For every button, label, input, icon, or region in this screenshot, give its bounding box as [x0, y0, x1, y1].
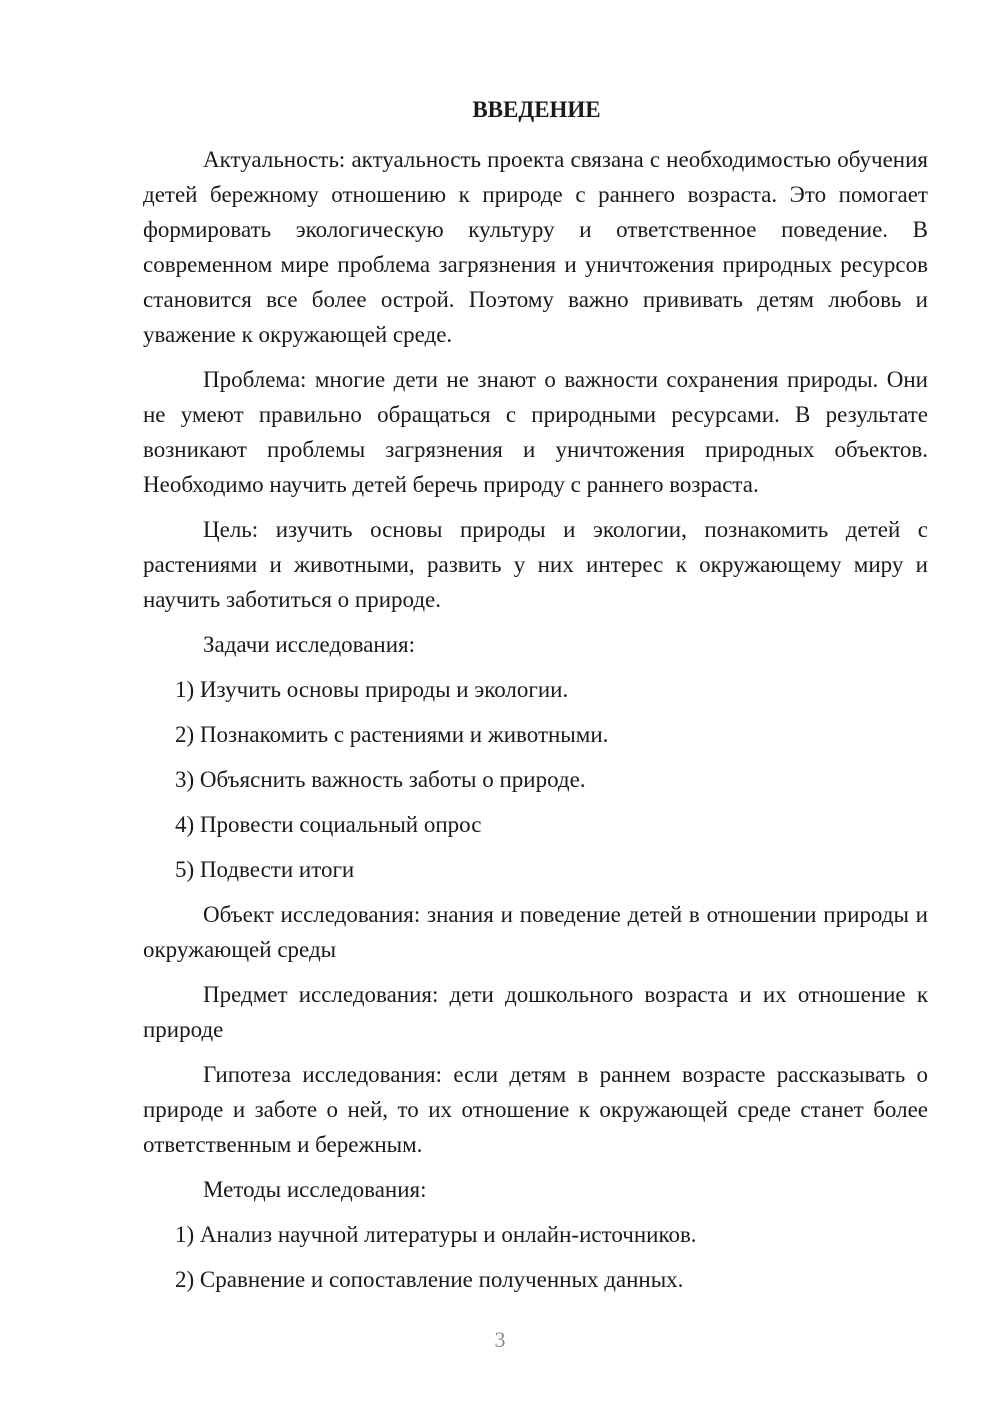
- goal-paragraph: Цель: изучить основы природы и экологии, познакомить детей с растениями и животными, развить у них интерес к окружающему миру и научить заботиться о природе.: [143, 517, 928, 612]
- list-item: 3) Объяснить важность заботы о природе.: [175, 767, 586, 792]
- tasks-list: [143, 672, 928, 887]
- problem-paragraph: Проблема: многие дети не знают о важности сохранения природы. Они не умеют правильно обращаться с природными ресурсами. В результате возникают проблемы загрязнения и уничтожения природных объектов. Необходимо научить детей беречь природу с раннего возраста.: [143, 367, 928, 497]
- object-paragraph: Объект исследования: знания и поведение детей в отношении природы и окружающей среды: [143, 902, 928, 962]
- hypothesis-paragraph: Гипотеза исследования: если детям в раннем возрасте рассказывать о природе и заботе о ней, то их отношение к окружающей среде станет более ответственным и бережным.: [143, 1062, 928, 1157]
- list-item: 5) Подвести итоги: [175, 857, 355, 882]
- list-item: 1) Анализ научной литературы и онлайн-источников.: [175, 1222, 697, 1247]
- relevance-paragraph: Актуальность: актуальность проекта связана с необходимостью обучения детей бережному отношению к природе с раннего возраста. Это помогает формировать экологическую культуру и ответственное поведение. В современном мире проблема загрязнения и уничтожения природных ресурсов становится все более острой. Поэтому важно прививать детям любовь и уважение к окружающей среде.: [143, 147, 928, 347]
- list-item: 4) Провести социальный опрос: [175, 812, 482, 837]
- document-page: [143, 94, 928, 1297]
- methods-list: [143, 1217, 928, 1297]
- page-number: 3: [494, 1327, 506, 1352]
- methods-heading: Методы исследования:: [203, 1177, 427, 1202]
- tasks-heading: Задачи исследования:: [203, 632, 416, 657]
- list-item: 1) Изучить основы природы и экологии.: [175, 677, 569, 702]
- list-item: 2) Познакомить с растениями и животными.: [175, 722, 609, 747]
- list-item: 2) Сравнение и сопоставление полученных данных.: [175, 1267, 684, 1292]
- section-title: ВВЕДЕНИЕ: [472, 97, 601, 122]
- subject-paragraph: Предмет исследования: дети дошкольного возраста и их отношение к природе: [143, 982, 928, 1042]
